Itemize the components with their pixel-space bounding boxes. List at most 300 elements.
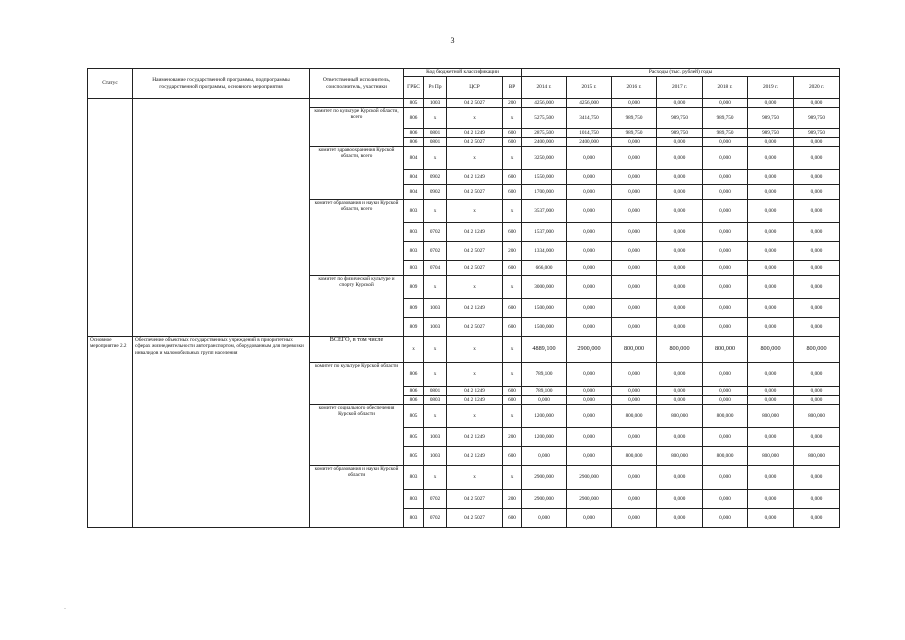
amount-cell: 0,000 [703, 261, 748, 276]
amount-cell: 0,000 [567, 185, 612, 200]
amount-cell: 0,000 [612, 387, 657, 396]
amount-cell: 0,000 [703, 490, 748, 509]
table-body [88, 99, 840, 528]
amount-cell: 0,000 [612, 490, 657, 509]
grbs-cell: 803 [404, 223, 424, 242]
amount-cell: 2400,000 [567, 138, 612, 147]
csr-cell: 04 2 1249 [447, 223, 503, 242]
amount-cell: 0,000 [794, 138, 840, 147]
amount-cell: 800,000 [657, 337, 703, 363]
amount-cell: 0,000 [657, 223, 703, 242]
amount-cell: 989,750 [657, 108, 703, 129]
amount-cell: 0,000 [657, 185, 703, 200]
grbs-cell: 806 [404, 363, 424, 387]
vr-cell: х [503, 147, 522, 170]
amount-cell: 0,000 [794, 299, 840, 318]
program-name-cell [133, 99, 310, 337]
amount-cell: 0,000 [567, 261, 612, 276]
amount-cell: 0,000 [567, 299, 612, 318]
amount-cell: 0,000 [748, 99, 794, 108]
csr-cell: 04 2 1249 [447, 428, 503, 447]
amount-cell: 0,000 [567, 147, 612, 170]
rzpr-cell: х [424, 363, 447, 387]
header-year: 2018 г. [703, 77, 748, 99]
amount-cell: 0,000 [748, 387, 794, 396]
amount-cell: 989,750 [703, 108, 748, 129]
amount-cell: 0,000 [567, 276, 612, 299]
amount-cell: 1334,000 [522, 242, 567, 261]
status-cell [88, 99, 133, 337]
header-year: 2014 г. [522, 77, 567, 99]
vr-cell: 600 [503, 447, 522, 466]
amount-cell: 0,000 [657, 261, 703, 276]
rzpr-cell: 1003 [424, 428, 447, 447]
amount-cell: 789,100 [522, 387, 567, 396]
grbs-cell: 805 [404, 405, 424, 428]
amount-cell: 0,000 [703, 170, 748, 185]
amount-cell: 3537,000 [522, 200, 567, 223]
vr-cell: 600 [503, 318, 522, 337]
executor-cell: комитет по культуре Курской области [310, 363, 404, 405]
grbs-cell: 805 [404, 99, 424, 108]
csr-cell: 04 2 5027 [447, 138, 503, 147]
amount-cell: 0,000 [794, 147, 840, 170]
amount-cell: 0,000 [612, 396, 657, 405]
amount-cell: 989,750 [748, 108, 794, 129]
amount-cell: 5275,500 [522, 108, 567, 129]
grbs-cell: 809 [404, 318, 424, 337]
rzpr-cell: 0702 [424, 490, 447, 509]
amount-cell: 0,000 [612, 185, 657, 200]
csr-cell: х [447, 363, 503, 387]
amount-cell: 0,000 [794, 242, 840, 261]
amount-cell: 0,000 [703, 466, 748, 490]
grbs-cell: 803 [404, 466, 424, 490]
amount-cell: 0,000 [703, 242, 748, 261]
amount-cell: 0,000 [794, 490, 840, 509]
rzpr-cell: х [424, 147, 447, 170]
header-csr: ЦСР [447, 77, 503, 99]
vr-cell: 600 [503, 129, 522, 138]
amount-cell: 1500,000 [522, 299, 567, 318]
rzpr-cell: 0902 [424, 170, 447, 185]
executor-cell: ВСЕГО, в том числе [310, 337, 404, 363]
amount-cell: 989,750 [703, 129, 748, 138]
amount-cell: 989,750 [612, 108, 657, 129]
amount-cell: 4256,000 [567, 99, 612, 108]
budget-table [87, 68, 840, 528]
amount-cell: 0,000 [567, 387, 612, 396]
csr-cell: 04 2 5027 [447, 490, 503, 509]
header-rzpr: Рз Пр [424, 77, 447, 99]
rzpr-cell: х [424, 108, 447, 129]
grbs-cell: 806 [404, 129, 424, 138]
csr-cell: 04 2 1249 [447, 129, 503, 138]
amount-cell: 666,000 [522, 261, 567, 276]
vr-cell: 600 [503, 138, 522, 147]
grbs-cell: 809 [404, 299, 424, 318]
grbs-cell: 804 [404, 185, 424, 200]
vr-cell: 600 [503, 387, 522, 396]
amount-cell: 800,000 [794, 405, 840, 428]
amount-cell: 2400,000 [522, 138, 567, 147]
amount-cell: 800,000 [703, 447, 748, 466]
amount-cell: 0,000 [657, 396, 703, 405]
amount-cell: 0,000 [612, 170, 657, 185]
executor-cell: комитет по физической культуре и спорту Курской [310, 276, 404, 337]
vr-cell: 200 [503, 490, 522, 509]
amount-cell: 0,000 [703, 363, 748, 387]
vr-cell: х [503, 466, 522, 490]
grbs-cell: 803 [404, 490, 424, 509]
amount-cell: 0,000 [748, 147, 794, 170]
amount-cell: 0,000 [748, 200, 794, 223]
amount-cell: 0,000 [794, 170, 840, 185]
amount-cell: 1200,000 [522, 428, 567, 447]
amount-cell: 1500,000 [522, 318, 567, 337]
table-row [88, 99, 840, 108]
vr-cell: 600 [503, 509, 522, 528]
vr-cell: 600 [503, 170, 522, 185]
amount-cell: 2875,500 [522, 129, 567, 138]
amount-cell: 0,000 [657, 200, 703, 223]
grbs-cell: 803 [404, 509, 424, 528]
grbs-cell: 805 [404, 428, 424, 447]
rzpr-cell: 1003 [424, 299, 447, 318]
vr-cell: х [503, 337, 522, 363]
vr-cell: 600 [503, 396, 522, 405]
amount-cell: 0,000 [612, 200, 657, 223]
amount-cell: 0,000 [612, 318, 657, 337]
csr-cell: 04 2 5027 [447, 261, 503, 276]
csr-cell: 04 2 5027 [447, 185, 503, 200]
rzpr-cell: 0801 [424, 387, 447, 396]
amount-cell: 2900,000 [522, 466, 567, 490]
amount-cell: 0,000 [748, 276, 794, 299]
grbs-cell: 803 [404, 242, 424, 261]
vr-cell: 200 [503, 99, 522, 108]
amount-cell: 0,000 [612, 147, 657, 170]
amount-cell: 0,000 [748, 170, 794, 185]
amount-cell: 0,000 [794, 509, 840, 528]
amount-cell: 0,000 [748, 242, 794, 261]
rzpr-cell: 0801 [424, 138, 447, 147]
csr-cell: х [447, 405, 503, 428]
vr-cell: х [503, 200, 522, 223]
amount-cell: 800,000 [612, 447, 657, 466]
amount-cell: 0,000 [703, 185, 748, 200]
amount-cell: 800,000 [612, 405, 657, 428]
amount-cell: 0,000 [703, 428, 748, 447]
rzpr-cell: х [424, 200, 447, 223]
amount-cell: 0,000 [703, 396, 748, 405]
grbs-cell: 803 [404, 200, 424, 223]
vr-cell: 600 [503, 299, 522, 318]
vr-cell: 200 [503, 242, 522, 261]
rzpr-cell: 0702 [424, 242, 447, 261]
amount-cell: 0,000 [567, 242, 612, 261]
amount-cell: 0,000 [794, 200, 840, 223]
amount-cell: 0,000 [703, 387, 748, 396]
csr-cell: х [447, 337, 503, 363]
executor-cell [310, 99, 404, 108]
grbs-cell: 805 [404, 447, 424, 466]
grbs-cell: х [404, 337, 424, 363]
csr-cell: х [447, 108, 503, 129]
rzpr-cell: 1003 [424, 447, 447, 466]
grbs-cell: 809 [404, 276, 424, 299]
amount-cell: 800,000 [748, 447, 794, 466]
rzpr-cell: х [424, 405, 447, 428]
amount-cell: 0,000 [794, 276, 840, 299]
rzpr-cell: 1003 [424, 99, 447, 108]
amount-cell: 0,000 [567, 405, 612, 428]
header-grbs: ГРБС [404, 77, 424, 99]
amount-cell: 0,000 [794, 428, 840, 447]
amount-cell: 0,000 [794, 185, 840, 200]
amount-cell: 0,000 [657, 147, 703, 170]
vr-cell: х [503, 276, 522, 299]
rzpr-cell: 0801 [424, 129, 447, 138]
csr-cell: х [447, 200, 503, 223]
amount-cell: 0,000 [657, 299, 703, 318]
amount-cell: 0,000 [567, 318, 612, 337]
table-header [88, 69, 840, 99]
amount-cell: 0,000 [612, 138, 657, 147]
header-vr: ВР [503, 77, 522, 99]
rzpr-cell: 0803 [424, 396, 447, 405]
amount-cell: 0,000 [748, 428, 794, 447]
amount-cell: 2900,000 [567, 490, 612, 509]
grbs-cell: 804 [404, 170, 424, 185]
amount-cell: 0,000 [657, 363, 703, 387]
amount-cell: 0,000 [612, 276, 657, 299]
amount-cell: 0,000 [567, 363, 612, 387]
amount-cell: 800,000 [794, 337, 840, 363]
table-row [88, 337, 840, 363]
amount-cell: 0,000 [703, 299, 748, 318]
amount-cell: 0,000 [794, 261, 840, 276]
executor-cell: комитет социального обеспечения Курской области [310, 405, 404, 466]
amount-cell: 4889,100 [522, 337, 567, 363]
amount-cell: 0,000 [703, 509, 748, 528]
amount-cell: 0,000 [567, 170, 612, 185]
csr-cell: х [447, 276, 503, 299]
amount-cell: 0,000 [612, 261, 657, 276]
grbs-cell: 806 [404, 138, 424, 147]
amount-cell: 0,000 [703, 147, 748, 170]
amount-cell: 0,000 [657, 509, 703, 528]
amount-cell: 989,750 [794, 129, 840, 138]
grbs-cell: 806 [404, 396, 424, 405]
amount-cell: 800,000 [748, 337, 794, 363]
header-year: 2019 г. [748, 77, 794, 99]
vr-cell: х [503, 405, 522, 428]
csr-cell: 04 2 5027 [447, 242, 503, 261]
amount-cell: 800,000 [703, 405, 748, 428]
amount-cell: 0,000 [703, 276, 748, 299]
amount-cell: 0,000 [612, 99, 657, 108]
amount-cell: 0,000 [794, 99, 840, 108]
amount-cell: 0,000 [612, 299, 657, 318]
amount-cell: 0,000 [703, 99, 748, 108]
amount-cell: 989,750 [612, 129, 657, 138]
csr-cell: 04 2 1249 [447, 299, 503, 318]
amount-cell: 3414,750 [567, 108, 612, 129]
amount-cell: 0,000 [748, 509, 794, 528]
amount-cell: 0,000 [567, 396, 612, 405]
amount-cell: 0,000 [703, 138, 748, 147]
program-name-cell: Обеспечение объектных государственных учреждений в приоритетных сферах жизнедеятельности автотранспортом, оборудованным для перевозки инвалидов и маломобильных групп населения [133, 337, 310, 528]
rzpr-cell: 0902 [424, 185, 447, 200]
amount-cell: 0,000 [657, 276, 703, 299]
vr-cell: 600 [503, 185, 522, 200]
amount-cell: 0,000 [657, 318, 703, 337]
grbs-cell: 804 [404, 147, 424, 170]
amount-cell: 0,000 [748, 363, 794, 387]
amount-cell: 0,000 [703, 318, 748, 337]
amount-cell: 0,000 [522, 509, 567, 528]
amount-cell: 800,000 [794, 447, 840, 466]
header-name: Наименование государственной программы, подпрограммы государственной программы, основного мероприятия [133, 69, 310, 99]
vr-cell: 200 [503, 428, 522, 447]
csr-cell: 04 2 5027 [447, 509, 503, 528]
amount-cell: 1700,000 [522, 185, 567, 200]
amount-cell: 2900,000 [522, 490, 567, 509]
page-footer-mark: - [64, 606, 66, 612]
amount-cell: 0,000 [657, 428, 703, 447]
csr-cell: х [447, 147, 503, 170]
amount-cell: 0,000 [657, 170, 703, 185]
header-executor: Ответственный исполнитель, соисполнитель, участники [310, 69, 404, 99]
amount-cell: 0,000 [794, 387, 840, 396]
amount-cell: 800,000 [657, 405, 703, 428]
amount-cell: 1200,000 [522, 405, 567, 428]
amount-cell: 2900,000 [567, 337, 612, 363]
page-number: 3 [450, 36, 455, 45]
amount-cell: 2900,000 [567, 466, 612, 490]
amount-cell: 0,000 [612, 242, 657, 261]
header-year: 2020 г. [794, 77, 840, 99]
grbs-cell: 806 [404, 387, 424, 396]
amount-cell: 0,000 [657, 466, 703, 490]
csr-cell: 04 2 5027 [447, 318, 503, 337]
csr-cell: 04 2 1249 [447, 170, 503, 185]
rzpr-cell: 0702 [424, 223, 447, 242]
amount-cell: 989,750 [748, 129, 794, 138]
amount-cell: 0,000 [567, 428, 612, 447]
amount-cell: 0,000 [794, 466, 840, 490]
csr-cell: 04 2 1249 [447, 396, 503, 405]
amount-cell: 0,000 [567, 223, 612, 242]
vr-cell: 600 [503, 223, 522, 242]
amount-cell: 0,000 [748, 261, 794, 276]
amount-cell: 0,000 [748, 466, 794, 490]
amount-cell: 0,000 [748, 138, 794, 147]
amount-cell: 0,000 [794, 318, 840, 337]
amount-cell: 0,000 [612, 466, 657, 490]
amount-cell: 1550,000 [522, 170, 567, 185]
amount-cell: 0,000 [748, 185, 794, 200]
amount-cell: 0,000 [612, 428, 657, 447]
rzpr-cell: х [424, 466, 447, 490]
amount-cell: 0,000 [657, 138, 703, 147]
amount-cell: 989,750 [657, 129, 703, 138]
amount-cell: 4256,000 [522, 99, 567, 108]
amount-cell: 0,000 [567, 509, 612, 528]
amount-cell: 789,100 [522, 363, 567, 387]
header-costs: Расходы (тыс. рублей) годы [522, 69, 840, 77]
amount-cell: 0,000 [567, 200, 612, 223]
amount-cell: 0,000 [657, 242, 703, 261]
amount-cell: 0,000 [522, 396, 567, 405]
amount-cell: 0,000 [703, 200, 748, 223]
amount-cell: 800,000 [748, 405, 794, 428]
grbs-cell: 806 [404, 108, 424, 129]
header-year: 2017 г. [657, 77, 703, 99]
csr-cell: 04 2 1249 [447, 387, 503, 396]
amount-cell: 0,000 [794, 223, 840, 242]
amount-cell: 0,000 [522, 447, 567, 466]
header-status: Статус [88, 69, 133, 99]
amount-cell: 3250,000 [522, 147, 567, 170]
amount-cell: 0,000 [612, 509, 657, 528]
vr-cell: 600 [503, 261, 522, 276]
amount-cell: 0,000 [657, 490, 703, 509]
executor-cell: комитет образования и науки Курской области, всего [310, 200, 404, 276]
amount-cell: 0,000 [748, 223, 794, 242]
budget-table-sheet [87, 68, 839, 528]
amount-cell: 800,000 [703, 337, 748, 363]
amount-cell: 0,000 [657, 387, 703, 396]
csr-cell: х [447, 466, 503, 490]
amount-cell: 800,000 [612, 337, 657, 363]
amount-cell: 0,000 [748, 299, 794, 318]
amount-cell: 0,000 [748, 318, 794, 337]
rzpr-cell: 0704 [424, 261, 447, 276]
amount-cell: 0,000 [657, 99, 703, 108]
rzpr-cell: х [424, 276, 447, 299]
amount-cell: 0,000 [612, 223, 657, 242]
csr-cell: 04 2 1249 [447, 447, 503, 466]
amount-cell: 989,750 [794, 108, 840, 129]
amount-cell: 0,000 [567, 447, 612, 466]
rzpr-cell: 0702 [424, 509, 447, 528]
header-budget-code: Код бюджетной классификации [404, 69, 522, 77]
executor-cell: комитет по культуре Курской области, всего [310, 108, 404, 147]
rzpr-cell: 1003 [424, 318, 447, 337]
amount-cell: 800,000 [657, 447, 703, 466]
amount-cell: 1014,750 [567, 129, 612, 138]
amount-cell: 0,000 [748, 396, 794, 405]
status-cell: Основное мероприятие 2.2 [88, 337, 133, 528]
vr-cell: х [503, 108, 522, 129]
amount-cell: 0,000 [612, 363, 657, 387]
rzpr-cell: х [424, 337, 447, 363]
amount-cell: 0,000 [794, 396, 840, 405]
vr-cell: х [503, 363, 522, 387]
amount-cell: 1537,000 [522, 223, 567, 242]
header-year: 2015 г. [567, 77, 612, 99]
amount-cell: 0,000 [703, 223, 748, 242]
grbs-cell: 803 [404, 261, 424, 276]
executor-cell: комитет образования и науки Курской области [310, 466, 404, 528]
executor-cell: комитет здравоохранения Курской области, всего [310, 147, 404, 200]
header-year: 2016 г. [612, 77, 657, 99]
amount-cell: 0,000 [794, 363, 840, 387]
amount-cell: 0,000 [748, 490, 794, 509]
amount-cell: 3000,000 [522, 276, 567, 299]
